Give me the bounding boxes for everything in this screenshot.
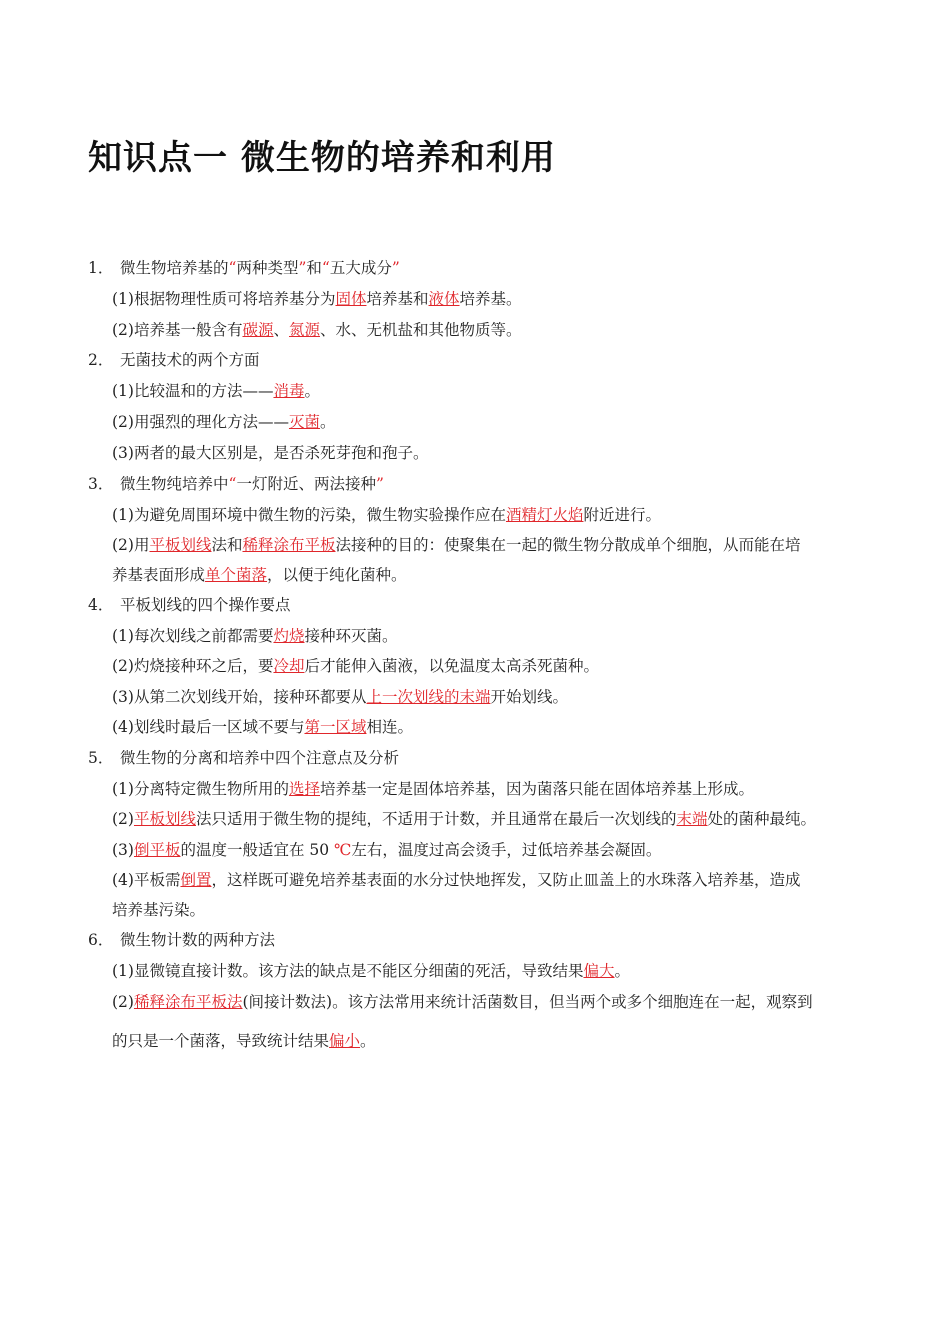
- answer-blank: 上一次划线的末端: [366, 688, 491, 706]
- quote-mark: ”: [375, 475, 384, 493]
- answer-blank: 单个菌落: [205, 566, 268, 584]
- section-3-line-1: [112, 504, 661, 526]
- text: (3): [112, 841, 134, 859]
- section-number: 6．: [88, 931, 114, 949]
- section-number: 5．: [88, 749, 114, 767]
- text: 培养基。: [459, 290, 522, 308]
- section-2-heading: [88, 349, 260, 371]
- answer-blank: 氮源: [289, 321, 321, 339]
- answer-blank: 倒平板: [133, 841, 181, 859]
- text: 养基表面形成: [112, 566, 206, 584]
- text: (4)划线时最后一区域不要与: [112, 718, 305, 736]
- section-3-line-2: [112, 534, 801, 556]
- text: 、水、无机盐和其他物质等。: [320, 321, 522, 339]
- answer-blank: 固体: [335, 290, 367, 308]
- text: 。: [360, 1032, 376, 1050]
- answer-blank: 灭菌: [288, 413, 320, 431]
- answer-blank: 偏大: [583, 962, 615, 980]
- text: 的温度一般适宜在 50: [180, 841, 335, 859]
- answer-blank: 选择: [288, 780, 320, 798]
- text: 培养基一定是固体培养基，因为菌落只能在固体培养基上形成。: [319, 780, 754, 798]
- answer-blank: 碳源: [242, 321, 274, 339]
- section-5-line-2: [112, 808, 816, 830]
- text: 法只适用于微生物的提纯，不适用于计数，并且通常在最后一次划线的: [195, 810, 677, 828]
- text: (1)根据物理性质可将培养基分为: [112, 290, 336, 308]
- section-4-line-2: [112, 655, 599, 677]
- text: (1)显微镜直接计数。该方法的缺点是不能区分细菌的死活，导致结果: [112, 962, 584, 980]
- degree-celsius: ℃: [334, 841, 352, 859]
- section-2-line-3: (3)两者的最大区别是，是否杀死芽孢和孢子。: [112, 444, 429, 462]
- quote-mark: “: [321, 259, 330, 277]
- quote-mark: “: [228, 475, 237, 493]
- section-4-line-3: [112, 686, 568, 708]
- section-1-heading: [88, 257, 400, 279]
- section-number: 1．: [88, 259, 114, 277]
- text: 法和: [211, 536, 243, 554]
- text: 法接种的目的：使聚集在一起的微生物分散成单个细胞，从而能在培: [335, 536, 801, 554]
- section-6-line-1: [112, 960, 630, 982]
- section-3-line-2-cont: [112, 564, 407, 586]
- text: (1)每次划线之前都需要: [112, 627, 274, 645]
- answer-blank: 灼烧: [273, 627, 305, 645]
- text: 。: [319, 413, 336, 431]
- text: ，这样既可避免培养基表面的水分过快地挥发，又防止皿盖上的水珠落入培养基，造成: [211, 871, 801, 889]
- section-1-line-2: [112, 319, 522, 341]
- section-2-line-1: [112, 380, 320, 402]
- answer-blank: 倒置: [180, 871, 212, 889]
- answer-blank: 平板划线: [133, 810, 196, 828]
- answer-blank: 消毒: [273, 382, 305, 400]
- heading-text: 微生物纯培养中: [120, 475, 229, 493]
- section-6-line-2: [112, 991, 813, 1013]
- text: (2)用强烈的理化方法——: [112, 413, 289, 431]
- heading-text: 微生物的分离和培养中四个注意点及分析: [120, 749, 400, 767]
- section-4-line-1: [112, 625, 398, 647]
- text: (4)平板需: [112, 871, 181, 889]
- section-4-line-4: [112, 716, 413, 738]
- section-6-heading: [88, 929, 275, 951]
- heading-text: 微生物培养基的: [120, 259, 229, 277]
- text: 接种环灭菌。: [304, 627, 398, 645]
- section-number: 2．: [88, 351, 114, 369]
- section-5-line-4: [112, 869, 801, 891]
- section-5-line-3: [112, 839, 661, 861]
- heading-text: 微生物计数的两种方法: [120, 931, 276, 949]
- text: 。: [304, 382, 320, 400]
- section-number: 3．: [88, 475, 114, 493]
- heading-text: 平板划线的四个操作要点: [120, 596, 291, 614]
- text: (2): [112, 810, 134, 828]
- heading-text: 一灯附近、两法接种: [236, 475, 376, 493]
- text: 、: [273, 321, 289, 339]
- text: (1)比较温和的方法——: [112, 382, 274, 400]
- section-5-line-4-cont: 培养基污染。: [112, 901, 206, 919]
- text: (间接计数法)。该方法常用来统计活菌数目，但当两个或多个细胞连在一起，观察到: [242, 993, 813, 1011]
- section-5-line-1: [112, 778, 754, 800]
- text: (2)用: [112, 536, 150, 554]
- heading-text: 无菌技术的两个方面: [120, 351, 260, 369]
- section-3-heading: [88, 473, 384, 495]
- text: 培养基和: [366, 290, 429, 308]
- section-5-heading: [88, 747, 399, 769]
- text: 相连。: [366, 718, 413, 736]
- answer-blank: 酒精灯火焰: [505, 506, 584, 524]
- answer-blank: 稀释涂布平板法: [133, 993, 243, 1011]
- text: 附近进行。: [583, 506, 661, 524]
- text: 的只是一个菌落，导致统计结果: [112, 1032, 330, 1050]
- text: (2)培养基一般含有: [112, 321, 243, 339]
- heading-text: 两种类型: [236, 259, 299, 277]
- quote-mark: “: [228, 259, 237, 277]
- answer-blank: 偏小: [329, 1032, 361, 1050]
- heading-text: 五大成分: [329, 259, 392, 277]
- answer-blank: 液体: [428, 290, 460, 308]
- answer-blank: 第一区域: [304, 718, 367, 736]
- text: (1)分离特定微生物所用的: [112, 780, 289, 798]
- answer-blank: 稀释涂布平板: [242, 536, 336, 554]
- page-title: 知识点一 微生物的培养和利用: [88, 138, 556, 178]
- text: (2)灼烧接种环之后，要: [112, 657, 274, 675]
- text: (2): [112, 993, 134, 1011]
- section-4-heading: [88, 594, 291, 616]
- answer-blank: 末端: [676, 810, 708, 828]
- quote-mark: ”: [298, 259, 307, 277]
- section-6-line-2-cont: [112, 1030, 376, 1052]
- text: 开始划线。: [490, 688, 568, 706]
- text: 左右，温度过高会烫手，过低培养基会凝固。: [351, 841, 662, 859]
- text: 。: [614, 962, 630, 980]
- section-1-line-1: [112, 288, 522, 310]
- section-2-line-2: [112, 411, 336, 433]
- text: (1)为避免周围环境中微生物的污染，微生物实验操作应在: [112, 506, 506, 524]
- section-number: 4．: [88, 596, 114, 614]
- heading-text: 和: [306, 259, 322, 277]
- answer-blank: 平板划线: [149, 536, 212, 554]
- quote-mark: ”: [391, 259, 400, 277]
- text: 处的菌种最纯。: [707, 810, 817, 828]
- text: ，以便于纯化菌种。: [267, 566, 407, 584]
- answer-blank: 冷却: [273, 657, 305, 675]
- text: 后才能伸入菌液，以免温度太高杀死菌种。: [304, 657, 599, 675]
- text: (3)从第二次划线开始，接种环都要从: [112, 688, 367, 706]
